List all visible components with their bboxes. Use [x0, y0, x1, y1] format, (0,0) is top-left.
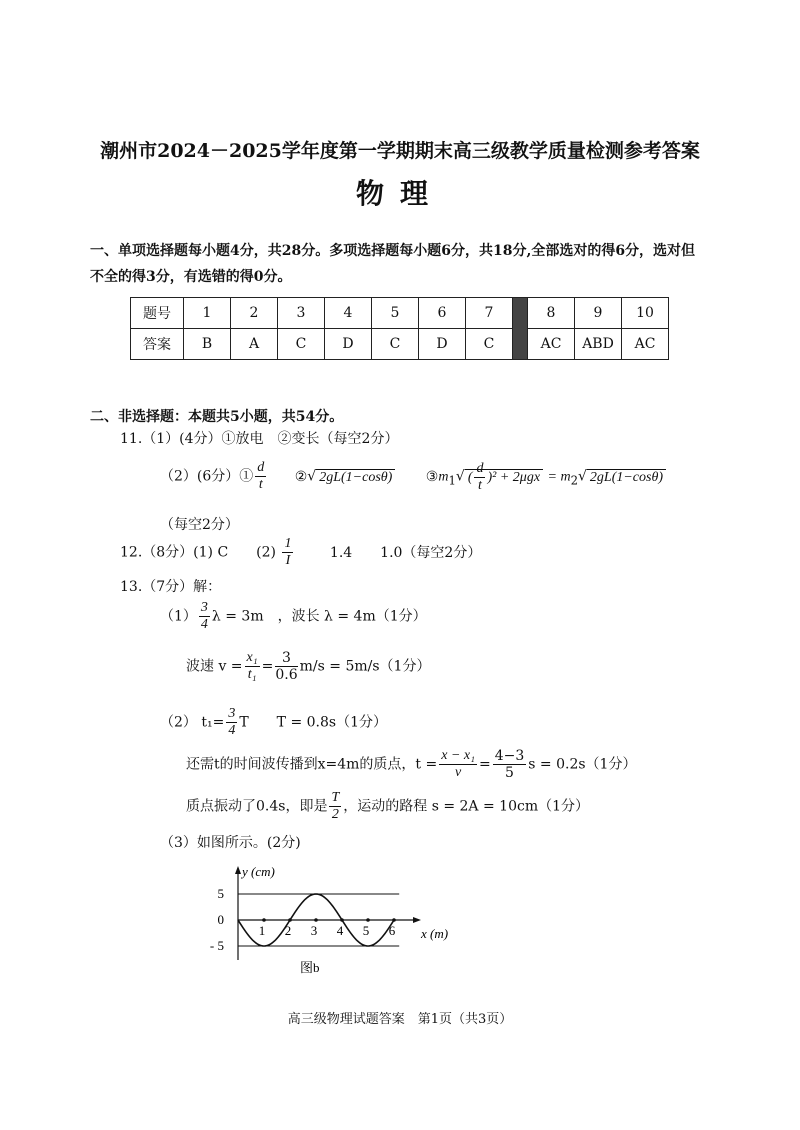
table-cell: D — [325, 329, 372, 360]
data-point — [263, 945, 264, 946]
x-tick-label: 1 — [258, 923, 266, 938]
frac-den: v — [455, 765, 462, 780]
frac-num: d — [257, 460, 265, 475]
q11-m2-sub: 2 — [570, 473, 578, 488]
table-cell: AC — [528, 329, 575, 360]
q13-l3-prefix: 还需t的时间波传播到x=4m的质点，t = — [186, 756, 438, 773]
table-cell: A — [231, 329, 278, 360]
table-cell: 10 — [622, 298, 669, 329]
table-cell: 3 — [278, 298, 325, 329]
frac-den: 2 — [331, 807, 339, 822]
subject-title: 物理 — [355, 177, 444, 210]
q13-line3 — [186, 748, 636, 781]
q13-p2-rest: T T = 0.8s（1分） — [239, 714, 387, 731]
table-cell: C — [372, 329, 419, 360]
x-axis-arrow — [413, 917, 421, 923]
q13-v-eq: = — [261, 658, 274, 675]
q12-line — [120, 536, 481, 569]
q13-l4-prefix: 质点振动了0.4s，即是 — [186, 798, 328, 815]
table-cell: AC — [622, 329, 669, 360]
q11-l2-mid: ② — [294, 468, 308, 485]
y-axis-label: y (cm) — [242, 864, 275, 879]
y-tick-label: - 5 — [209, 938, 224, 953]
q11-sqrt1: 2gL(1−cosθ) — [316, 469, 395, 485]
data-point — [289, 919, 290, 920]
frac-den: I — [285, 553, 291, 568]
q12-frac — [282, 536, 293, 569]
data-point — [250, 938, 251, 939]
table-cell: C — [278, 329, 325, 360]
table-divider — [513, 298, 528, 360]
q13-part3: （3）如图所示。(2分) — [160, 835, 301, 851]
table-cell: 1 — [184, 298, 231, 329]
q13-l3-eq: = — [479, 756, 491, 773]
q13-p1-prefix: （1） — [160, 608, 197, 625]
q13-l3-rest: s = 0.2s（1分） — [528, 756, 637, 773]
q13-l4-frac — [329, 790, 341, 823]
q11-l2-prefix: （2）(6分）① — [160, 468, 254, 485]
table-cell: B — [184, 329, 231, 360]
x-tick-dot — [262, 918, 266, 922]
table-cell: C — [466, 329, 513, 360]
data-point — [237, 919, 238, 920]
x-tick-label: 5 — [362, 923, 370, 938]
sqrt-symbol: √ — [307, 468, 317, 485]
frac-num: 3 — [200, 600, 208, 615]
sqrt-symbol: √ — [455, 468, 465, 485]
q13-v-rest: m/s = 5m/s（1分） — [299, 658, 431, 675]
q13-v-prefix: 波速 v = — [186, 658, 243, 675]
frac-num: d — [476, 460, 484, 476]
frac-num: 1 — [284, 536, 292, 551]
data-point — [276, 938, 277, 939]
table-cell: 9 — [575, 298, 622, 329]
table-cell: ABD — [575, 329, 622, 360]
frac-den: 4 — [200, 617, 208, 632]
frac-num: T — [331, 790, 340, 805]
paren: ( — [467, 469, 473, 485]
data-point — [341, 919, 342, 920]
x-tick-label: 6 — [388, 923, 396, 938]
q11-sqrt2 — [465, 460, 543, 493]
x-tick-dot — [314, 918, 318, 922]
frac-den: 4 — [228, 723, 236, 738]
section2-heading: 二、非选择题：本题共5小题，共54分。 — [90, 409, 344, 425]
x-tick-label: 3 — [310, 923, 318, 938]
frac-den: 0.6 — [275, 667, 298, 683]
q11-frac1 — [255, 460, 266, 493]
graph-layer — [210, 864, 448, 975]
y-tick-label: 0 — [217, 912, 224, 927]
frac-num: 3 — [228, 706, 236, 721]
frac-num: 3 — [275, 650, 297, 667]
table-cell: 4 — [325, 298, 372, 329]
q11-m1-sub: 1 — [448, 473, 456, 488]
frac-den: t — [258, 477, 263, 492]
frac-den: t₁ — [247, 667, 257, 682]
frac-den: 5 — [505, 765, 514, 781]
table-cell: 2 — [231, 298, 278, 329]
row-label-ans: 答案 — [131, 329, 184, 360]
data-point — [302, 901, 303, 902]
q11-sqrt3: 2gL(1−cosθ) — [587, 469, 666, 485]
table-cell: D — [419, 329, 466, 360]
x-tick-label: 4 — [336, 923, 344, 938]
document-title: 潮州市2024－2025学年度第一学期期末高三级教学质量检测参考答案 — [100, 140, 700, 162]
data-point — [354, 938, 355, 939]
q11-eq: = m — [547, 469, 571, 485]
frac-num: 4−3 — [494, 748, 525, 764]
x-tick-dot — [366, 918, 370, 922]
q11-m1: m — [438, 469, 449, 485]
y-tick-label: 5 — [217, 886, 224, 901]
q12-prefix: 12.（8分）(1) C (2) — [120, 544, 276, 561]
x-tick-label: 2 — [284, 923, 292, 938]
q11-note: （每空2分） — [160, 517, 239, 533]
q13-l4-rest: ，运动的路程 s = 2A = 10cm（1分） — [343, 798, 590, 815]
page-footer: 高三级物理试题答案 第1页（共3页） — [287, 1012, 513, 1027]
frac-den: t — [478, 477, 482, 493]
wave-graph — [200, 860, 460, 985]
q13-part1 — [160, 600, 427, 633]
table-cell: 8 — [528, 298, 575, 329]
table-row-answers — [131, 329, 669, 360]
q12-rest: 1.4 1.0（每空2分） — [329, 544, 482, 561]
q13-line4 — [186, 790, 589, 823]
q13-wave-speed — [186, 650, 430, 683]
q13-p1-frac — [199, 600, 210, 633]
q13-v-frac1 — [245, 650, 260, 683]
q13-p1-rest: λ = 3m ，波长 λ = 4m（1分） — [211, 608, 427, 625]
section1-instructions: 一、单项选择题每小题4分，共28分。多项选择题每小题6分，共18分,全部选对的得6分，选对但不全的得3分，有选错的得0分。 — [90, 243, 696, 285]
q13-heading: 13.（7分）解： — [120, 579, 222, 595]
frac-num: x₁ — [246, 650, 258, 665]
data-point — [328, 901, 329, 902]
data-point — [393, 919, 394, 920]
data-point — [367, 945, 368, 946]
table-cell: 6 — [419, 298, 466, 329]
q11-line2 — [160, 460, 666, 494]
q11-frac2 — [474, 461, 485, 494]
q13-l3-frac2 — [493, 748, 527, 781]
q11-line1: 11.（1）(4分）①放电 ②变长（每空2分） — [120, 431, 399, 447]
q13-v-frac2 — [275, 650, 297, 683]
q13-l3-frac1 — [439, 748, 477, 781]
sqrt-symbol: √ — [577, 468, 587, 485]
answer-table — [130, 297, 669, 360]
sqrt2-rest: )² + 2μgx — [487, 469, 541, 485]
q13-part2 — [160, 706, 387, 739]
data-point — [380, 938, 381, 939]
frac-num: x − x₁ — [441, 748, 475, 763]
q13-p2-prefix: （2） t₁= — [160, 714, 225, 731]
figure-caption: 图b — [300, 960, 320, 975]
q11-l2-mid2: ③ — [425, 468, 439, 485]
q13-p2-frac — [226, 706, 237, 739]
row-label-num: 题号 — [131, 298, 184, 329]
x-axis-label: x (m) — [421, 926, 449, 941]
data-point — [315, 893, 316, 894]
table-cell: 7 — [466, 298, 513, 329]
table-row-numbers — [131, 298, 669, 329]
y-axis-arrow — [235, 866, 241, 874]
table-cell: 5 — [372, 298, 419, 329]
